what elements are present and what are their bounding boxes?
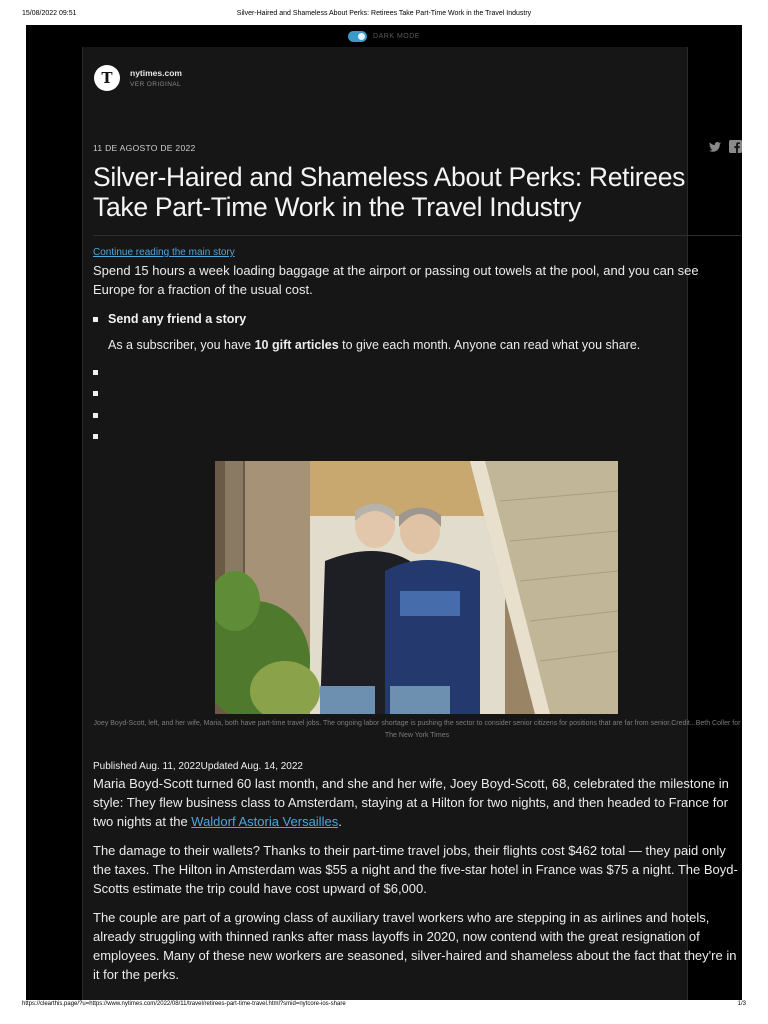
- reader-frame: [26, 25, 742, 1000]
- article-lead: Spend 15 hours a week loading baggage at the airport or passing out towels at the pool, and you can see Europe for a fraction of the usual cost.: [93, 263, 699, 297]
- share-bullet-empty[interactable]: [93, 391, 98, 396]
- nyt-logo-glyph: T: [101, 68, 113, 87]
- source-header: [94, 65, 182, 91]
- gift-text-before: As a subscriber, you have: [108, 338, 255, 352]
- share-bullet-empty[interactable]: [93, 413, 98, 418]
- dark-mode-toggle[interactable]: [348, 31, 367, 42]
- gift-article-text: [108, 338, 640, 352]
- view-original-link[interactable]: VER ORIGINAL: [130, 81, 182, 88]
- twitter-icon[interactable]: [709, 142, 721, 152]
- paragraph: [93, 774, 741, 831]
- gift-article-title[interactable]: Send any friend a story: [108, 312, 247, 326]
- dark-mode-label: DARK MODE: [373, 32, 420, 40]
- dark-mode-toggle-row: [26, 30, 742, 42]
- article-headline: Silver-Haired and Shameless About Perks: Retirees Take Part-Time Work in the Travel Industry: [93, 162, 686, 222]
- share-bullet-empty[interactable]: [93, 434, 98, 439]
- print-page-number: 1/3: [737, 1001, 746, 1007]
- published-date: Published Aug. 11, 2022Updated Aug. 14, 2022: [93, 761, 303, 772]
- article-photo: [215, 461, 618, 714]
- para1-text: Maria Boyd-Scott turned 60 last month, and she and her wife, Joey Boyd-Scott, 68, celebrated the milestone in style: They flew business class to Amsterdam, staying at a Hilton for two nights, and then headed to France for two nights at the: [93, 776, 729, 829]
- list-bullet: [93, 317, 98, 322]
- print-title: Silver-Haired and Shameless About Perks: Retirees Take Part-Time Work in the Travel Industry: [236, 10, 532, 17]
- continue-reading-link[interactable]: Continue reading the main story: [93, 247, 235, 258]
- para1-end: .: [338, 814, 342, 829]
- print-footer: [0, 1001, 768, 1013]
- paragraph: The damage to their wallets? Thanks to their part-time travel jobs, their flights cost $462 total — they paid only the taxes. The Hilton in Amsterdam was $55 a night and the five-star hotel in France was $75 a night. The Boyd-Scotts estimate the trip could have cost upward of $6,000.: [93, 843, 738, 896]
- source-name[interactable]: nytimes.com: [130, 68, 182, 78]
- photo-caption: Joey Boyd-Scott, left, and her wife, Maria, both have part-time travel jobs. The ongoing labor shortage is pushing the sector to consider senior citizens for positions that are far from senior.Credit...Beth Coller for The New York Times: [93, 720, 741, 739]
- print-url: https://clearthis.page/?u=https://www.nytimes.com/2022/08/11/travel/retirees-part-time-travel.html?smid=nytcore-ios-share: [22, 1001, 346, 1007]
- facebook-icon[interactable]: [729, 140, 742, 153]
- print-timestamp: 15/08/2022 09:51: [22, 10, 77, 17]
- share-icons: [709, 140, 742, 153]
- article-date: 11 DE AGOSTO DE 2022: [93, 143, 196, 153]
- photo-illustration: [215, 461, 618, 714]
- article-card: [82, 47, 741, 1000]
- paragraph: The couple are part of a growing class of auxiliary travel workers who are stepping in as airlines and hotels, already struggling with thinned ranks after mass layoffs in 2020, now contend with the great resignation of employees. Many of these new workers are seasoned, silver-haired and shameless about the fact that they're in it for the perks.: [93, 910, 737, 982]
- print-header: [0, 10, 768, 22]
- hotel-link[interactable]: Waldorf Astoria Versailles: [191, 814, 339, 829]
- gift-count: 10 gift articles: [254, 338, 339, 352]
- toggle-knob: [358, 33, 365, 40]
- nyt-logo-icon[interactable]: [94, 65, 120, 91]
- share-bullet-empty[interactable]: [93, 370, 98, 375]
- gift-text-after: to give each month. Anyone can read what you share.: [338, 338, 641, 352]
- divider: [93, 235, 741, 236]
